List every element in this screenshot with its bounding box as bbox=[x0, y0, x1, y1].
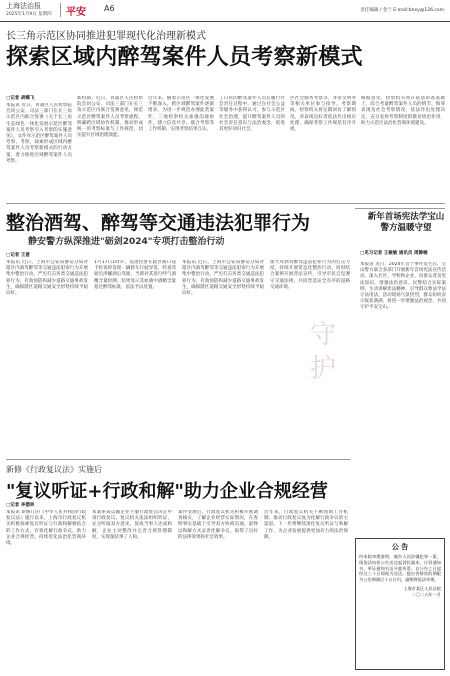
sidebar-divider bbox=[355, 208, 445, 209]
section-name: 平安 bbox=[66, 7, 86, 18]
article2-column: 本报讯 近日，上海市公安局静安分局对辖区内酒驾醉驾等交通违法犯罪行为开展集中整治行动。严厉打击各类交通违法犯罪行为，有效预防和减少道路交通事故发生，确保辖区道路交通安全形势持续平稳向好。 bbox=[182, 260, 264, 297]
sidebar-body: 本报讯 近日，2024年首个事件发生后，宝山警方联合多部门开展新年首场宪法宣传活动，深入社区、学校和企业，向群众普及宪法知识，增强法治意识。民警结合实际案例，生动讲解宪法精神，引导群众尊法学法守法用法。活动现场气氛热烈，群众纷纷表示收获满满，将进一步增强法治观念，共同守护平安宝山。 bbox=[360, 262, 446, 311]
article1-column: 新机制。近日，青浦区人民检察院会同公安、司法三部门在长三角示范区内联合签署意见，规范示范区醉驾案件人员考察流程，明确跨区域协作机制，推动形成统一的考察标准与工作规范，切实提升区域治理效能。 bbox=[77, 96, 143, 139]
article2-column: 加大对酒驾醉驾违法犯罪行为的打击力度，持续开展常态化整治行动。同时结合案例开展普法宣传，引导市民自觉遵守交通法规，共同营造安全有序的道路交通环境。 bbox=[270, 260, 350, 290]
sidebar-byline: □见习记者 王敏敏 通讯员 周静楠 bbox=[360, 251, 428, 256]
article3-column: 本案系某运输企业不服行政处罚决定申请行政复议。复议机关依法组织听证，充分听取双方意见，促成当事人达成和解，企业主动整改并完善合规管理制度，实现案结事了人和。 bbox=[92, 510, 172, 540]
paper-logo: 上海法治报 bbox=[6, 2, 41, 10]
article3-headline: "复议听证+行政和解"助力企业合规经营 bbox=[6, 481, 328, 502]
notice-body: 经本院审理查明，被告人因涉嫌犯罪一案，现依法向你公告送达起诉状副本、应诉通知书、举证通知书及开庭传票。自公告之日起经过三十日即视为送达。提出答辩状的期限为公告期满后十五日内，逾期将依法审理。 bbox=[359, 554, 441, 583]
article2-headline: 整治酒驾、醉驾等交通违法犯罪行为 bbox=[6, 212, 311, 234]
article3-byline: □记者 李德林 bbox=[6, 503, 35, 508]
article1-column: 近年来，随着示范区一体化发展不断深入，跨区域醉驾案件逐渐增多。为进一步规范办理此类案件，三地检察机关加强沟通协作，建立信息共享、联合考察等工作机制，实现考察结果互认。 bbox=[148, 96, 214, 133]
page-label: A6 bbox=[104, 4, 115, 13]
article2-column: 本报讯 近日，上海市公安局静安分局对辖区内酒驾醉驾等交通违法犯罪行为开展集中整治行动。严厉打击各类交通违法犯罪行为，有效预防和减少道路交通事故发生，确保辖区道路交通安全形势持续平稳向好。 bbox=[6, 260, 88, 297]
public-notice bbox=[355, 538, 445, 670]
article3-column: 案件受理后，行政复议机关积极开展调查核实，了解企业经营实际情况，在查明事实基础上引导双方协商沟通，最终以和解方式妥善化解争议，取得了良好的法律效果和社会效果。 bbox=[178, 510, 258, 540]
notice-title: 公 告 bbox=[391, 543, 409, 551]
article3-column: 近年来，行政复议机关不断创新工作机制，推动行政复议成为化解行政争议的主渠道。下一步将继续深化复议听证与和解工作，为企业发展提供更加有力的法治保障。 bbox=[264, 510, 348, 540]
article3-kicker: 新修《行政复议法》实施后 bbox=[6, 465, 102, 474]
section-divider bbox=[6, 459, 350, 460]
sidebar-title: 新年首场宪法学宝山警方温暖守望 bbox=[367, 212, 445, 233]
section-divider bbox=[6, 203, 445, 204]
editor-line: 责任编辑 / 金兰 E-mail:bnxy@126.com bbox=[360, 8, 444, 13]
article1-column: 区社会服务考察等，并由文明办等相关单位参与指导。考察期间，检察机关将定期回访了解情况，对表现良好者依法作出相应处理，确保考察工作规范有序开展。 bbox=[290, 96, 356, 133]
article3-column: 本报讯 新修订的《中华人民共和国行政复议法》施行以来，上海市行政复议机关积极探索复议听证与行政和解相结合的工作方式，有效化解行政争议，助力企业合规经营，持续优化法治化营商环境。 bbox=[6, 510, 86, 547]
article1-kicker: 长三角示范区协同推进犯罪现代化治理新模式 bbox=[6, 31, 206, 42]
article1-column: 根据意见，检察机关将在依法审查基础上，综合考量醉驾案件人员的情节、悔罪表现及社会考察情况，依法作出处理决定，充分发挥考察制度的教育矫治作用，助力示范区法治化营商环境建设。 bbox=[361, 96, 445, 126]
notice-signature: 上海市某区人民法院 二〇二五年一月 bbox=[403, 585, 441, 597]
watermark-text: 守护 bbox=[310, 320, 337, 384]
article1-column: 本报讯 近日，青浦区人民检察院会同公安、司法三部门在长三角示范区内联合签署《关于长三角生态绿色一体化发展示范区醉驾案件人员考察引入考察的实施意见》，文件对示范区醉驾案件人员考察、考察，探索形成区域内醉驾案件人员考察新模式的行动方案，着力推进区域醉驾案件人员考察。 bbox=[6, 103, 72, 164]
paper-date: 2025年1月9日 星期四 bbox=[6, 12, 52, 17]
article2-subhead: 静安警方纵深推进"砺剑2024"专项打击整治行动 bbox=[28, 237, 225, 247]
article2-column: 1月17日1时许，巡逻民警在辖区路口设卡检查时发现一辆轿车行驶异常，经查驾驶员涉嫌酒后驾驶，当即对其进行呼气酒精含量检测，结果显示其血液中酒精含量超过醉驾标准，依法予以处置。 bbox=[94, 260, 176, 290]
article1-headline: 探索区域内醉驾案件人员考察新模式 bbox=[6, 44, 363, 70]
masthead bbox=[0, 0, 450, 22]
article1-byline: □记者 胡蝶飞 bbox=[6, 96, 35, 101]
article1-column: 了日常的醉驾案件人员在履行社会责任过程中。通过在社会公益等服务中获得认可，参与示范区社会治理，提升醉驾案件人员的社会责任意识与法治观念，促进其更好回归社会。 bbox=[219, 96, 285, 133]
masthead-divider bbox=[60, 3, 61, 17]
article2-byline: □记者 王意 bbox=[6, 253, 30, 258]
